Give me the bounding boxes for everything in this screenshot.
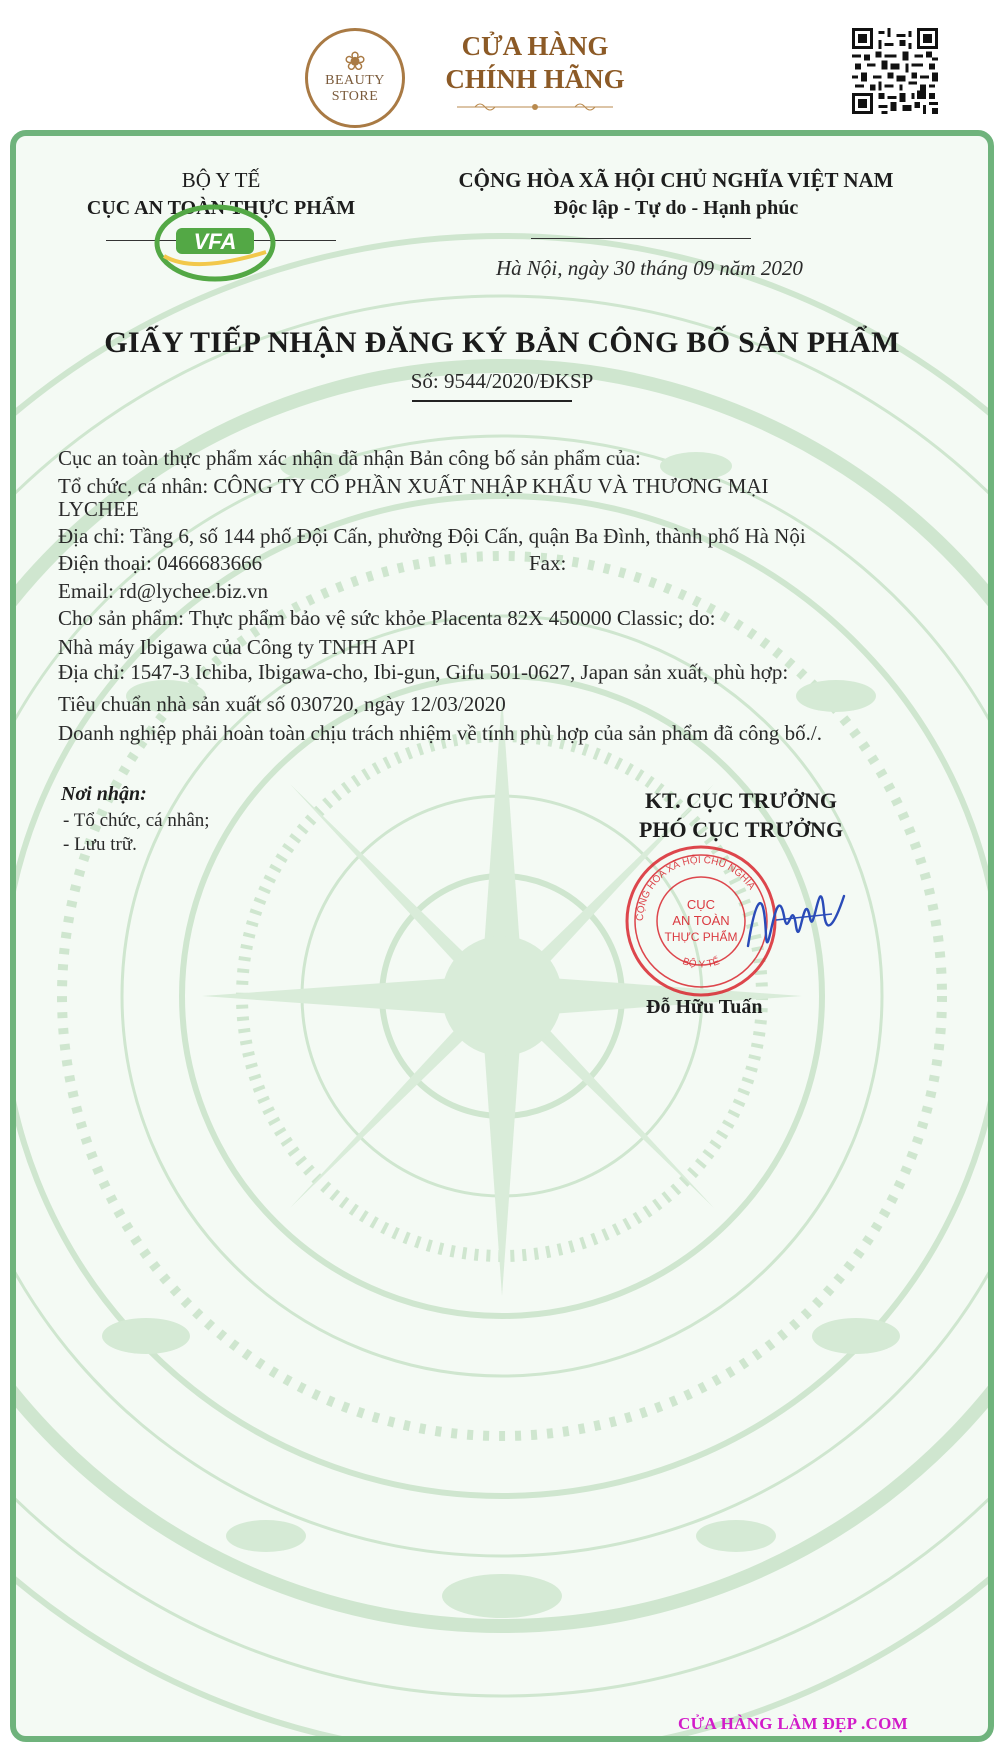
store-title-line2: CHÍNH HÃNG bbox=[445, 64, 625, 94]
signer-name: Đỗ Hữu Tuấn bbox=[646, 996, 763, 1018]
beauty-store-logo[interactable] bbox=[305, 28, 405, 128]
signatory-title-line2: PHÓ CỤC TRƯỞNG bbox=[638, 817, 844, 842]
store-header bbox=[0, 0, 1000, 130]
svg-text:BỘ Y TẾ bbox=[681, 954, 721, 970]
document-number: Số: 9544/2020/ĐKSP bbox=[410, 369, 594, 393]
body-line-standard: Tiêu chuẩn nhà sản xuất số 030720, ngày 12/03/2020 bbox=[58, 692, 506, 716]
title-underline bbox=[412, 400, 572, 402]
qr-code-icon[interactable] bbox=[852, 28, 938, 114]
body-line-email: Email: rd@lychee.biz.vn bbox=[58, 579, 269, 603]
body-line-organization-cont: LYCHEE bbox=[58, 497, 139, 521]
stamp-text-line3: THỰC PHẨM bbox=[664, 930, 738, 944]
body-line-address: Địa chỉ: Tầng 6, số 144 phố Đội Cấn, phường Đội Cấn, quận Ba Đình, thành phố Hà Nội bbox=[58, 524, 806, 548]
recipient-item: - Tổ chức, cá nhân; bbox=[63, 810, 210, 831]
vfa-logo-text: VFA bbox=[193, 229, 237, 254]
stamp-ring-bottom: BỘ Y TẾ bbox=[681, 956, 721, 971]
registration-certificate bbox=[10, 130, 994, 1742]
lotus-icon: ❀ bbox=[344, 47, 366, 76]
body-line-organization: Tổ chức, cá nhân: CÔNG TY CỔ PHẦN XUẤT NHẬP KHẨU VÀ THƯƠNG MẠI bbox=[58, 474, 769, 498]
store-title-line1: CỬA HÀNG bbox=[461, 31, 609, 61]
vfa-logo bbox=[154, 204, 276, 282]
signatory-title bbox=[616, 786, 866, 844]
body-line-intro: Cục an toàn thực phẩm xác nhận đã nhận Bản công bố sản phẩm của: bbox=[58, 446, 641, 470]
body-line-factory-address: Địa chỉ: 1547-3 Ichiba, Ibigawa-cho, Ibi-gun, Gifu 501-0627, Japan sản xuất, phù hợp: bbox=[58, 660, 789, 684]
stamp-text-line2: AN TOÀN bbox=[672, 913, 730, 928]
handwritten-signature bbox=[736, 856, 856, 976]
recipient-item: - Lưu trữ. bbox=[63, 834, 137, 855]
body-line-fax: Fax: bbox=[529, 551, 567, 575]
recipients-title: Nơi nhận: bbox=[61, 783, 147, 805]
issue-date: Hà Nội, ngày 30 tháng 09 năm 2020 bbox=[496, 256, 803, 280]
signatory-title-line1: KT. CỤC TRƯỞNG bbox=[644, 788, 838, 813]
logo-line2: STORE bbox=[331, 89, 379, 104]
national-heading bbox=[396, 166, 956, 222]
body-line-phone: Điện thoại: 0466683666 bbox=[58, 551, 263, 575]
body-line-responsibility: Doanh nghiệp phải hoàn toàn chịu trách nhiệm về tính phù hợp của sản phẩm đã công bố./. bbox=[58, 721, 822, 745]
site-watermark[interactable]: CỬA HÀNG LÀM ĐẸP .COM bbox=[678, 1714, 908, 1733]
national-motto: Độc lập - Tự do - Hạnh phúc bbox=[553, 197, 799, 219]
stamp-text-line1: CỤC bbox=[686, 897, 716, 912]
body-line-factory: Nhà máy Ibigawa của Công ty TNHH API bbox=[58, 635, 416, 659]
ministry-name: BỘ Y TẾ bbox=[181, 168, 261, 192]
official-store-title bbox=[430, 30, 640, 96]
stamp-ring-top: CỘNG HÒA XÃ HỘI CHỦ NGHĨA bbox=[634, 854, 757, 922]
department-name: CỤC AN TOÀN THỰC PHẨM bbox=[86, 197, 356, 219]
logo-line1: BEAUTY bbox=[325, 73, 385, 88]
underline bbox=[531, 238, 751, 239]
ornament-divider-icon bbox=[455, 100, 615, 114]
republic-name: CỘNG HÒA XÃ HỘI CHỦ NGHĨA VIỆT NAM bbox=[458, 168, 894, 192]
body-line-product: Cho sản phẩm: Thực phẩm bảo vệ sức khỏe Placenta 82X 450000 Classic; do: bbox=[58, 606, 716, 630]
document-title: GIẤY TIẾP NHẬN ĐĂNG KÝ BẢN CÔNG BỐ SẢN PHẨM bbox=[104, 326, 900, 359]
